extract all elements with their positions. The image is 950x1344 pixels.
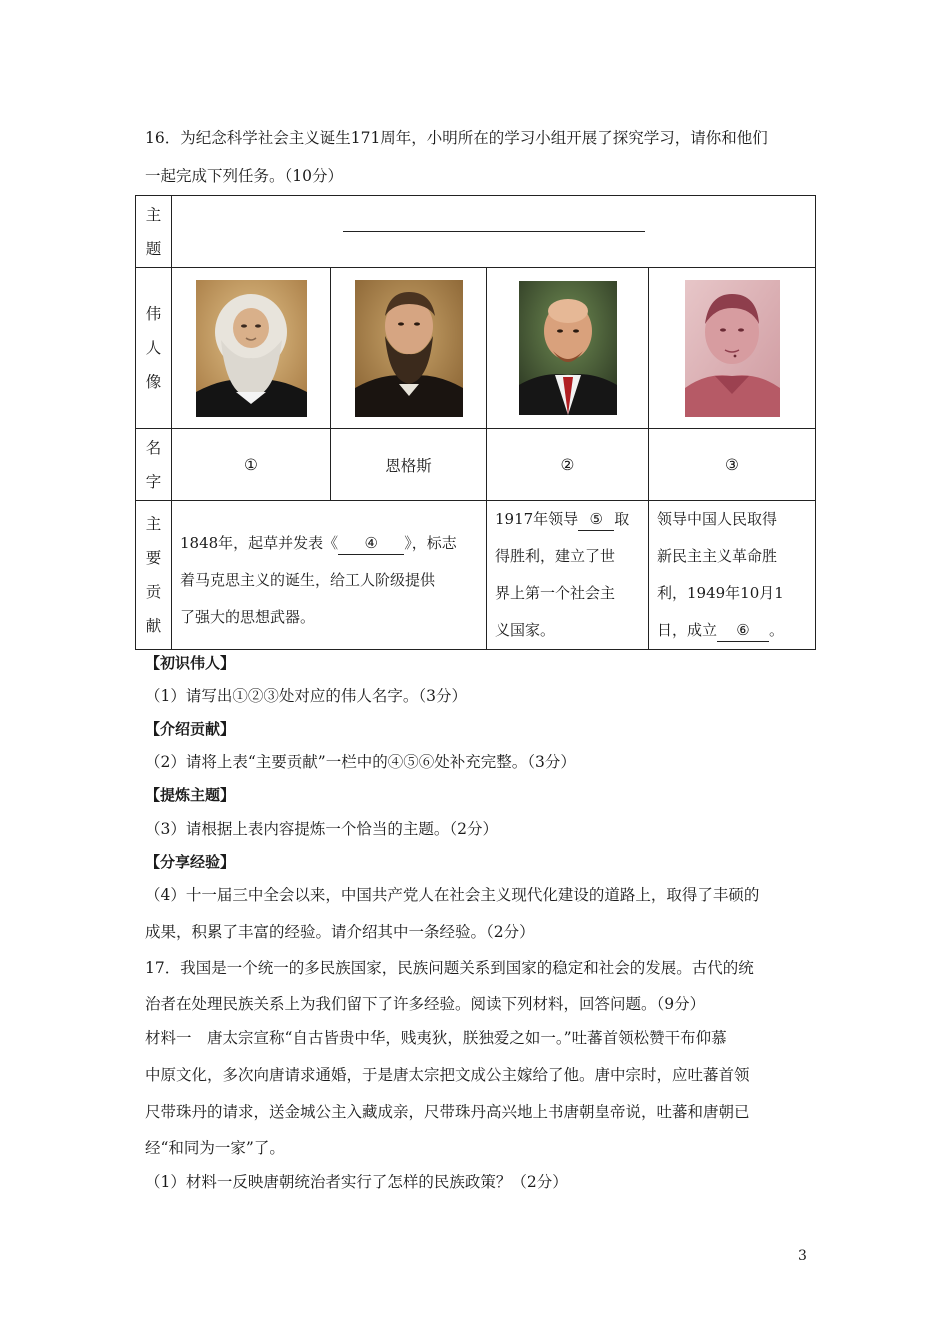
- portrait-row: [136, 268, 816, 429]
- contribution-row: [136, 501, 816, 650]
- page-number: 3: [798, 1248, 807, 1264]
- name-row: [136, 429, 816, 501]
- q16-line-2: 一起完成下列任务。（10分）: [145, 167, 343, 185]
- name-label: 名 字: [136, 429, 172, 501]
- q17-line-2: 治者在处理民族关系上为我们留下了许多经验。阅读下列材料，回答问题。（9分）: [145, 995, 706, 1013]
- section-title-3: 【提炼主题】: [145, 786, 236, 804]
- name-cell-4: ③: [649, 429, 816, 501]
- question-2: （2）请将上表“主要贡献”一栏中的④⑤⑥处补充完整。（3分）: [145, 753, 576, 771]
- section-title-2: 【介绍贡献】: [145, 720, 236, 738]
- mao-portrait-image: [685, 280, 780, 417]
- material-1-line-3: 尺带珠丹的请求，送金城公主入藏成亲，尺带珠丹高兴地上书唐朝皇帝说，吐蕃和唐朝已: [145, 1103, 750, 1121]
- q17-sub-question-1: （1）材料一反映唐朝统治者实行了怎样的民族政策？（2分）: [145, 1173, 568, 1191]
- contribution-cell-mao: 领导中国人民取得 新民主主义革命胜 利，1949年10月1 日，成立 ⑥ 。: [649, 501, 816, 650]
- blank-5[interactable]: ⑤: [578, 508, 614, 531]
- engels-portrait-image: [355, 280, 463, 417]
- name-cell-3: ②: [487, 429, 649, 501]
- theme-row: [136, 196, 816, 268]
- material-1-line-2: 中原文化，多次向唐请求通婚，于是唐太宗把文成公主嫁给了他。唐中宗时，应吐蕃首领: [145, 1066, 750, 1084]
- contribution-label: 主 要 贡 献: [136, 501, 172, 650]
- name-cell-1: ①: [172, 429, 331, 501]
- name-cell-2: 恩格斯: [331, 429, 487, 501]
- question-3: （3）请根据上表内容提炼一个恰当的主题。（2分）: [145, 820, 498, 838]
- material-1-line-4: 经“和同为一家”了。: [145, 1139, 285, 1157]
- q16-line-1: 16．为纪念科学社会主义诞生171周年，小明所在的学习小组开展了探究学习，请你和他们: [145, 129, 768, 147]
- contribution-cell-lenin: 1917年领导 ⑤ 取 得胜利，建立了世 界上第一个社会主 义国家。: [487, 501, 649, 650]
- question-1: （1）请写出①②③处对应的伟人名字。（3分）: [145, 687, 467, 705]
- portrait-cell-4: [649, 268, 816, 429]
- great-figures-table: [135, 195, 816, 650]
- contribution-cell-marx-engels: 1848年，起草并发表《 ④ 》，标志 着马克思主义的诞生，给工人阶级提供 了强大的思想武器。: [172, 501, 487, 650]
- theme-answer-cell: [172, 196, 816, 268]
- blank-6[interactable]: ⑥: [717, 619, 769, 642]
- theme-answer-line[interactable]: [343, 231, 645, 232]
- theme-label: 主 题: [136, 196, 172, 268]
- question-4-line-2: 成果，积累了丰富的经验。请介绍其中一条经验。（2分）: [145, 923, 535, 941]
- question-4-line-1: （4）十一届三中全会以来，中国共产党人在社会主义现代化建设的道路上，取得了丰硕的: [145, 886, 760, 904]
- section-title-1: 【初识伟人】: [145, 654, 236, 672]
- portrait-cell-2: [331, 268, 487, 429]
- lenin-portrait-image: [519, 281, 617, 415]
- blank-4[interactable]: ④: [338, 532, 404, 555]
- material-1-line-1: 材料一 唐太宗宣称“自古皆贵中华，贱夷狄，朕独爱之如一。”吐蕃首领松赞干布仰慕: [145, 1029, 727, 1047]
- q17-line-1: 17．我国是一个统一的多民族国家，民族问题关系到国家的稳定和社会的发展。古代的统: [145, 959, 754, 977]
- marx-portrait-image: [196, 280, 307, 417]
- section-title-4: 【分享经验】: [145, 853, 236, 871]
- portrait-label: 伟 人 像: [136, 268, 172, 429]
- portrait-cell-1: [172, 268, 331, 429]
- portrait-cell-3: [487, 268, 649, 429]
